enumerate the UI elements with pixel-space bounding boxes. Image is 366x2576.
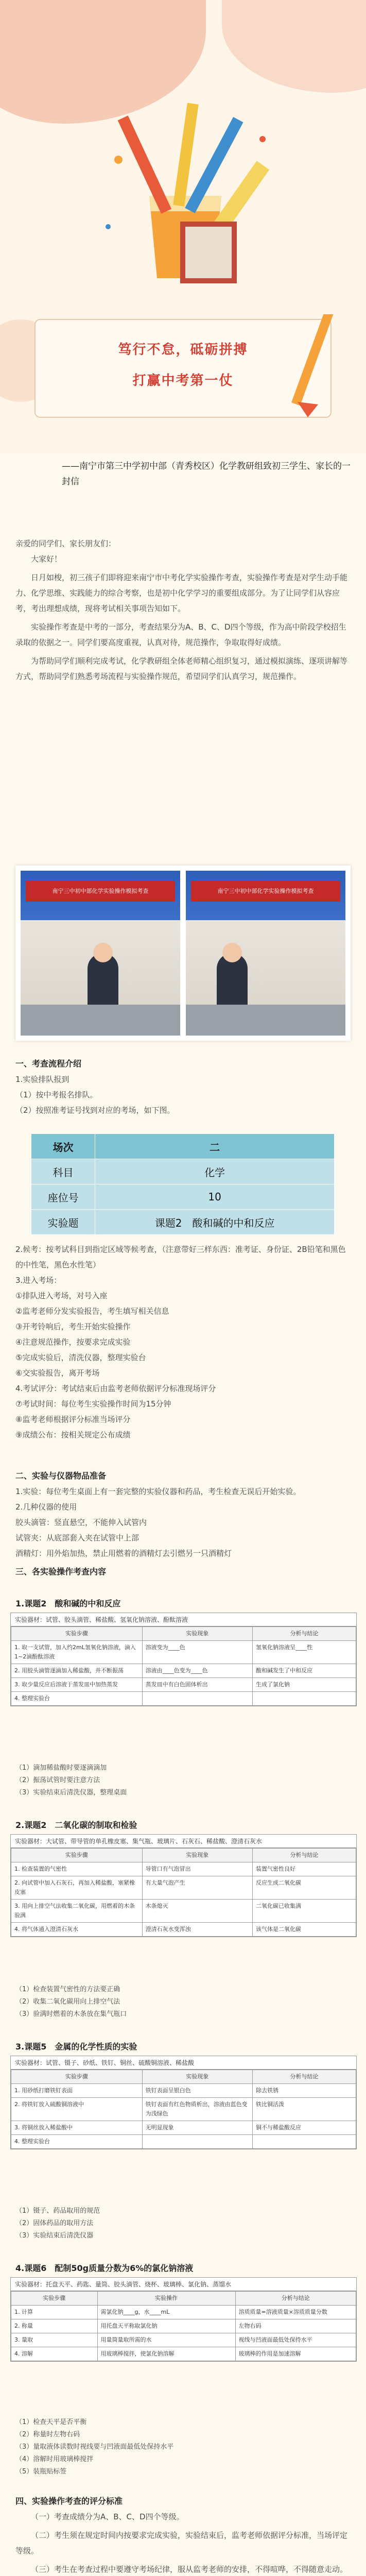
- table-cell: 玻璃棒的作用是加速溶解: [235, 2347, 356, 2361]
- table-cell: 有大量气泡产生: [142, 1876, 252, 1900]
- table-header: 实验步骤: [11, 1627, 143, 1641]
- table-cell: 装置气密性良好: [252, 1862, 356, 1876]
- procedure-item: ③开考铃响后，考生开始实验操作: [15, 1322, 131, 1331]
- section-3-title: 三、各实验操作考查内容: [15, 1567, 107, 1577]
- greeting-2: 大家好！: [31, 554, 62, 564]
- note-item: （3）实验结束后清洗仪器，整理桌面: [15, 1789, 127, 1797]
- table-cell: 座位号: [31, 1184, 95, 1210]
- table-header: 分析与结论: [252, 2070, 356, 2084]
- table-cell: 生成了氯化钠: [252, 1678, 356, 1692]
- table-header: 实验现象: [142, 2070, 252, 2084]
- table-row: [31, 1210, 335, 1235]
- table-cell: 氢氧化钠溶液呈____性: [252, 1641, 356, 1664]
- table-cell: 该气体是二氧化碳: [252, 1923, 356, 1937]
- table-header: 分析与结论: [235, 2292, 356, 2306]
- section-grading: [15, 2494, 351, 2576]
- table-row: [11, 1678, 356, 1692]
- table-cell: 4. 将气体通入澄清石灰水: [11, 1923, 143, 1937]
- grading-item: （三）考生在考查过程中要遵守考场纪律，服从监考老师的安排，不得喧哗，不得随意走动。: [31, 2565, 348, 2574]
- letter-paragraph-3: 为帮助同学们顺利完成考试，化学教研组全体老师精心组织复习，通过模拟演练、逐项讲解等方式，帮助同学们熟悉考场流程与实验操作规范，希望同学们认真学习，规范操作。: [15, 656, 348, 681]
- section-procedure-continued: [15, 1242, 351, 1443]
- table-cell: 2. 用胶头滴管逐滴加入稀盐酸，并不断振荡: [11, 1664, 143, 1678]
- table-cell: 溶质质量=溶液质量×溶质质量分数: [235, 2306, 356, 2319]
- grading-item: （一）考查成绩分为A、B、C、D四个等级。: [31, 2512, 184, 2521]
- photo-banner: 南宁三中初中部化学实验操作模拟考查: [26, 881, 175, 902]
- table-cell: 2. 向试管中加入石灰石，再加入稀盐酸，塞紧橡皮塞: [11, 1876, 143, 1900]
- exp-3-title: 3.课题5 金属的化学性质的实验: [15, 2042, 137, 2052]
- table-row: [11, 2292, 356, 2306]
- procedure-item: ⑧监考老师根据评分标准当场评分: [15, 1415, 131, 1424]
- table-cell: 10: [95, 1184, 335, 1210]
- photo-strip: [15, 866, 351, 1041]
- table-cell: 场次: [31, 1134, 95, 1159]
- exp-2-title: 2.课题2 二氧化碳的制取和检验: [15, 1820, 137, 1830]
- table-cell: 溶液由____色变为____色: [142, 1664, 252, 1678]
- table-row: [11, 2121, 356, 2135]
- section-4-title: 四、实验操作考查的评分标准: [15, 2496, 123, 2506]
- table-cell: 课题2 酸和碱的中和反应: [95, 1210, 335, 1235]
- table-cell: 3. 量取: [11, 2333, 98, 2347]
- letter-body: [15, 536, 351, 687]
- table-header: 实验现象: [142, 1627, 252, 1641]
- table-cell: 1. 检查装置的气密性: [11, 1862, 143, 1876]
- stationery-illustration-icon: [77, 93, 293, 299]
- section-equipment: [15, 1468, 351, 1580]
- table-cell: 实验题: [31, 1210, 95, 1235]
- table-cell: 视线与凹液面最低处保持水平: [235, 2333, 356, 2347]
- photo-banner: 南宁三中初中部化学实验操作模拟考查: [191, 881, 340, 902]
- table-row: [11, 1862, 356, 1876]
- exp-4-table: [11, 2291, 356, 2361]
- exp-4-title: 4.课题6 配制50g质量分数为6%的氯化钠溶液: [15, 2263, 194, 2273]
- slogan-line-1: 笃行不怠，砥砺拼搏: [118, 342, 248, 358]
- table-cell: 4. 整理实验台: [11, 1692, 143, 1706]
- table-cell: 1. 计算: [11, 2306, 98, 2319]
- table-cell: [252, 2135, 356, 2149]
- exp-2-table: [11, 1848, 356, 1937]
- table-cell: 蒸发皿中有白色固体析出: [142, 1678, 252, 1692]
- table-row: [11, 2319, 356, 2333]
- exp-2-notes: [15, 1984, 127, 2021]
- table-cell: 铜不与稀盐酸反应: [252, 2121, 356, 2135]
- greeting: 亲爱的同学们、家长朋友们：: [15, 539, 116, 548]
- table-cell: 化学: [95, 1159, 335, 1184]
- exp-3-notes: [15, 2205, 100, 2242]
- table-row: [11, 1876, 356, 1900]
- table-header: 分析与结论: [252, 1849, 356, 1862]
- letter-byline: [15, 459, 351, 489]
- teacher-head: [93, 943, 113, 962]
- table-row: [11, 2347, 356, 2361]
- table-cell: 铁比铜活泼: [252, 2098, 356, 2121]
- equipment-item: 2.几种仪器的使用: [15, 1502, 77, 1512]
- procedure-item: 4.考试评分：考试结束后由监考老师依据评分标准现场评分: [15, 1384, 216, 1393]
- section-1-title: 一、考查流程介绍: [15, 1059, 82, 1069]
- table-header: 分析与结论: [252, 1627, 356, 1641]
- section-1-item: （1）按中考报名排队。: [15, 1090, 98, 1099]
- section-1-item: 1.实验排队报到: [15, 1075, 69, 1084]
- exp-4-header: 实验器材：托盘天平、药匙、量筒、胶头滴管、烧杯、玻璃棒、氯化钠、蒸馏水: [11, 2278, 356, 2291]
- note-item: （2）振荡试管时要注意方法: [15, 1776, 100, 1784]
- table-header: 实验步骤: [11, 2292, 98, 2306]
- note-item: （1）镊子、药品取用的规范: [15, 2207, 100, 2215]
- exp-1-notes: [15, 1762, 127, 1799]
- table-cell: 二: [95, 1134, 335, 1159]
- table-cell: 3. 用向上排空气法收集二氧化碳，用燃着的木条验满: [11, 1900, 143, 1923]
- table-cell: 无明显现象: [142, 2121, 252, 2135]
- table-cell: 左物右码: [235, 2319, 356, 2333]
- teacher-head: [222, 943, 242, 962]
- exp-1-box: [10, 1613, 357, 1706]
- table-row: [31, 1184, 335, 1210]
- table-row: [11, 1900, 356, 1923]
- exp-1-table: [11, 1626, 356, 1706]
- exp-2-box: [10, 1834, 357, 1937]
- table-row: [11, 2098, 356, 2121]
- table-cell: 2. 将铁钉放入硫酸铜溶液中: [11, 2098, 143, 2121]
- table-cell: 需氯化钠____g，水____mL: [97, 2306, 235, 2319]
- note-item: （2）称量时左物右码: [15, 2431, 80, 2438]
- procedure-item: ①排队进入考场，对号入座: [15, 1291, 108, 1300]
- table-header: 实验操作: [97, 2292, 235, 2306]
- table-row: [11, 1692, 356, 1706]
- note-item: （3）量取液体读数时视线要与凹液面最低处保持水平: [15, 2443, 174, 2451]
- grading-item: （二）考生须在规定时间内按要求完成实验，实验结束后，监考老师依据评分标准，当场评定等级。: [15, 2531, 348, 2555]
- exp-1-header: 实验器材：试管、胶头滴管、稀盐酸、氢氧化钠溶液、酚酞溶液: [11, 1613, 356, 1626]
- lab-desk: [186, 1005, 345, 1036]
- procedure-item: 2.候考：按考试科目到指定区域等候考查，（注意带好三样东西：准考证、身份证、2B铅笔和黑色的中性笔，黑色水性笔）: [15, 1245, 346, 1269]
- decor-wave: [222, 0, 366, 93]
- procedure-item: ⑨成绩公布：按相关规定公布成绩: [15, 1430, 131, 1439]
- table-header: 实验步骤: [11, 1849, 143, 1862]
- table-row: [31, 1134, 335, 1159]
- classroom-photo-right: [186, 871, 345, 1036]
- table-cell: 3. 将铜丝放入稀盐酸中: [11, 2121, 143, 2135]
- slogan-card: [30, 314, 336, 422]
- procedure-item: ⑦考试时间：每位考生实验操作时间为15分钟: [15, 1399, 171, 1409]
- note-item: （3）验满时燃着的木条放在集气瓶口: [15, 2010, 127, 2018]
- note-item: （1）检查装置气密性的方法要正确: [15, 1986, 120, 1993]
- table-cell: [142, 1692, 252, 1706]
- table-cell: 科目: [31, 1159, 95, 1184]
- lab-desk: [21, 1005, 180, 1036]
- note-item: （3）实验结束后清洗仪器: [15, 2232, 94, 2240]
- slogan-line-2: 打赢中考第一仗: [132, 373, 234, 388]
- exam-seat-table: [31, 1133, 335, 1235]
- exp-4-notes: [15, 2416, 173, 2478]
- table-cell: 3. 取少量反应后溶液于蒸发皿中加热蒸发: [11, 1678, 143, 1692]
- equipment-item: 试管夹：从底部套入夹在试管中上部: [15, 1533, 140, 1543]
- table-cell: 反应生成二氧化碳: [252, 1876, 356, 1900]
- table-cell: 用量筒量取所需的水: [97, 2333, 235, 2347]
- table-header: 实验现象: [142, 1849, 252, 1862]
- table-cell: 4. 整理实验台: [11, 2135, 143, 2149]
- table-cell: [142, 2135, 252, 2149]
- table-cell: 铁钉表面呈银白色: [142, 2084, 252, 2098]
- procedure-item: ⑤完成实验后，清洗仪器，整理实验台: [15, 1353, 146, 1362]
- note-item: （2）收集二氧化碳用向上排空气法: [15, 1998, 120, 2006]
- procedure-item: ⑥交实验报告，离开考场: [15, 1368, 100, 1378]
- procedure-item: ②监考老师分发实验报告，考生填写相关信息: [15, 1307, 169, 1316]
- note-item: （2）固体药品的取用方法: [15, 2219, 94, 2227]
- table-cell: 1. 用砂纸打磨铁钉表面: [11, 2084, 143, 2098]
- exp-3-table: [11, 2070, 356, 2149]
- letter-paragraph-2: 实验操作考查是中考的一部分，考查结果分为A、B、C、D四个等级，作为高中阶段学校招生录取的依据之一。同学们要高度重视，认真对待，规范操作，争取取得好成绩。: [15, 622, 346, 647]
- table-header: 实验步骤: [11, 2070, 143, 2084]
- table-cell: 导管口有气泡冒出: [142, 1862, 252, 1876]
- note-item: （1）检查天平是否平衡: [15, 2418, 87, 2426]
- section-procedure: [15, 1056, 351, 1118]
- equipment-item: 1.实验：每位考生桌面上有一套完整的实验仪器和药品，考生检查无误后开始实验。: [15, 1487, 301, 1496]
- section-2-title: 二、实验与仪器物品准备: [15, 1471, 107, 1481]
- table-row: [11, 1923, 356, 1937]
- table-cell: 木条熄灭: [142, 1900, 252, 1923]
- section-1-item: （2）按照准考证号找到对应的考场，如下图。: [15, 1106, 175, 1115]
- table-row: [11, 2070, 356, 2084]
- table-row: [11, 2306, 356, 2319]
- table-cell: 1. 取一支试管，加入约2mL氢氧化钠溶液，滴入1~2滴酚酞溶液: [11, 1641, 143, 1664]
- equipment-item: 胶头滴管：竖直悬空，不能伸入试管内: [15, 1518, 147, 1527]
- table-cell: 4. 溶解: [11, 2347, 98, 2361]
- table-row: [11, 1627, 356, 1641]
- note-item: （4）溶解时用玻璃棒搅拌: [15, 2455, 94, 2463]
- table-cell: 酸和碱发生了中和反应: [252, 1664, 356, 1678]
- note-item: （1）滴加稀盐酸时要逐滴滴加: [15, 1764, 107, 1772]
- table-cell: 溶液变为____色: [142, 1641, 252, 1664]
- exp-3-header: 实验器材：试管、镊子、砂纸、铁钉、铜丝、硫酸铜溶液、稀盐酸: [11, 2056, 356, 2070]
- table-cell: 澄清石灰水变浑浊: [142, 1923, 252, 1937]
- table-row: [11, 1641, 356, 1664]
- slogan-frame-icon: [30, 314, 336, 422]
- equipment-item: 酒精灯：用外焰加热，禁止用燃着的酒精灯去引燃另一只酒精灯: [15, 1549, 232, 1558]
- procedure-item: 3.进入考场：: [15, 1276, 62, 1285]
- table-cell: 用托盘天平称取氯化钠: [97, 2319, 235, 2333]
- note-item: （5）装瓶贴标签: [15, 2468, 67, 2476]
- hero-header: [0, 0, 366, 453]
- table-row: [11, 2084, 356, 2098]
- exp-4-box: [10, 2277, 357, 2362]
- table-cell: 用玻璃棒搅拌，使氯化钠溶解: [97, 2347, 235, 2361]
- byline-text: ——南宁市第三中学初中部（青秀校区）化学教研组致初三学生、家长的一封信: [62, 461, 351, 487]
- table-row: [11, 1849, 356, 1862]
- table-row: [11, 2333, 356, 2347]
- exp-2-header: 实验器材：大试管、带导管的单孔橡皮塞、集气瓶、玻璃片、石灰石、稀盐酸、澄清石灰水: [11, 1835, 356, 1848]
- table-cell: 铁钉表面有红色物质析出，溶液由蓝色变为浅绿色: [142, 2098, 252, 2121]
- exp-1-title: 1.课题2 酸和碱的中和反应: [15, 1599, 121, 1608]
- table-cell: 除去铁锈: [252, 2084, 356, 2098]
- table-row: [11, 1664, 356, 1678]
- letter-paragraph-1: 日月如梭，初三孩子们即将迎来南宁市中考化学实验操作考查，实验操作考查是对学生动手能力、化学思维、实践能力的综合考察，也是初中化学学习的重要组成部分。为了让同学们从容应考，考出理想成绩，现将考试相关事项告知如下。: [15, 573, 348, 613]
- table-row: [11, 2135, 356, 2149]
- table-cell: 2. 称量: [11, 2319, 98, 2333]
- procedure-item: ④注意规范操作，按要求完成实验: [15, 1337, 131, 1347]
- table-row: [31, 1159, 335, 1184]
- table-cell: 二氧化碳已收集满: [252, 1900, 356, 1923]
- table-cell: [252, 1692, 356, 1706]
- exp-3-box: [10, 2056, 357, 2149]
- classroom-photo-left: [21, 871, 180, 1036]
